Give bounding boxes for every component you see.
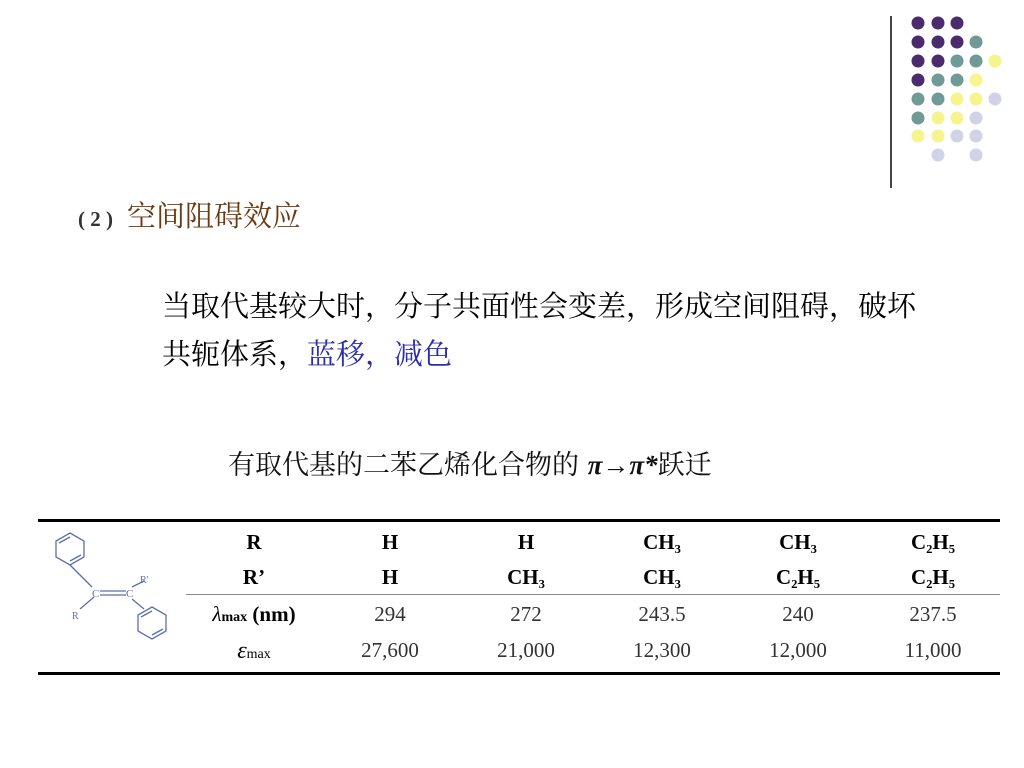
row-label-r: R <box>246 530 262 554</box>
col1-epsilon-max: 27,600 <box>361 638 419 662</box>
col2-epsilon-max: 21,000 <box>497 638 555 662</box>
col5-lambda-max: 237.5 <box>909 602 957 626</box>
r-prime-label: R' <box>140 575 149 586</box>
col5-epsilon-max: 11,000 <box>904 638 962 662</box>
decorative-dot-grid <box>0 0 1024 200</box>
caption-transition: π→π* <box>587 450 658 480</box>
col4-lambda-max: 240 <box>782 602 814 626</box>
col2-r: H <box>517 530 535 554</box>
table-top-rule <box>38 519 1000 522</box>
epsilon-symbol: ε <box>237 638 247 664</box>
row-label-lambda-max <box>186 602 322 627</box>
table-caption <box>228 443 712 482</box>
row-label-epsilon-max <box>186 638 322 665</box>
col5-r-prime: C₂H₅ <box>910 565 956 589</box>
section-heading <box>78 194 301 235</box>
epsilon-subscript: max <box>246 647 271 662</box>
section-title: 空间阻碍效应 <box>127 199 302 233</box>
body-text: 当取代基较大时，分子共面性会变差，形成空间阻碍，破坏共轭体系， <box>162 289 917 371</box>
body-paragraph <box>162 282 922 378</box>
caption-suffix: 跃迁 <box>657 450 712 481</box>
table-bottom-rule <box>38 672 1000 675</box>
lambda-symbol: λ <box>212 602 222 626</box>
col4-r: CH₃ <box>779 530 817 554</box>
col3-lambda-max: 243.5 <box>638 602 686 626</box>
col4-epsilon-max: 12,000 <box>769 638 827 662</box>
col1-r: H <box>381 530 399 554</box>
col2-lambda-max: 272 <box>510 602 542 626</box>
r-label: R <box>72 611 79 622</box>
lambda-unit: (nm) <box>247 602 296 626</box>
col5-r: C₂H₅ <box>910 530 956 554</box>
divider-line <box>890 16 892 188</box>
stilbene-structure-diagram <box>40 525 180 665</box>
carbon-label-1: C <box>92 588 100 600</box>
col4-r-prime: C₂H₅ <box>775 565 821 589</box>
lambda-subscript: max <box>221 610 248 625</box>
col3-r: CH₃ <box>643 530 681 554</box>
col3-epsilon-max: 12,300 <box>633 638 691 662</box>
caption-prefix: 有取代基的二苯乙烯化合物的 <box>228 450 588 481</box>
col2-r-prime: CH₃ <box>507 565 545 589</box>
highlight-text: 蓝移，减色 <box>307 337 453 371</box>
col1-lambda-max: 294 <box>374 602 406 626</box>
row-label-r-prime: R’ <box>242 565 266 589</box>
carbon-label-2: C <box>126 588 134 600</box>
table-header-rule <box>186 594 1000 595</box>
section-number: ( 2 ) <box>78 207 113 231</box>
col1-r-prime: H <box>381 565 399 589</box>
col3-r-prime: CH₃ <box>643 565 681 589</box>
